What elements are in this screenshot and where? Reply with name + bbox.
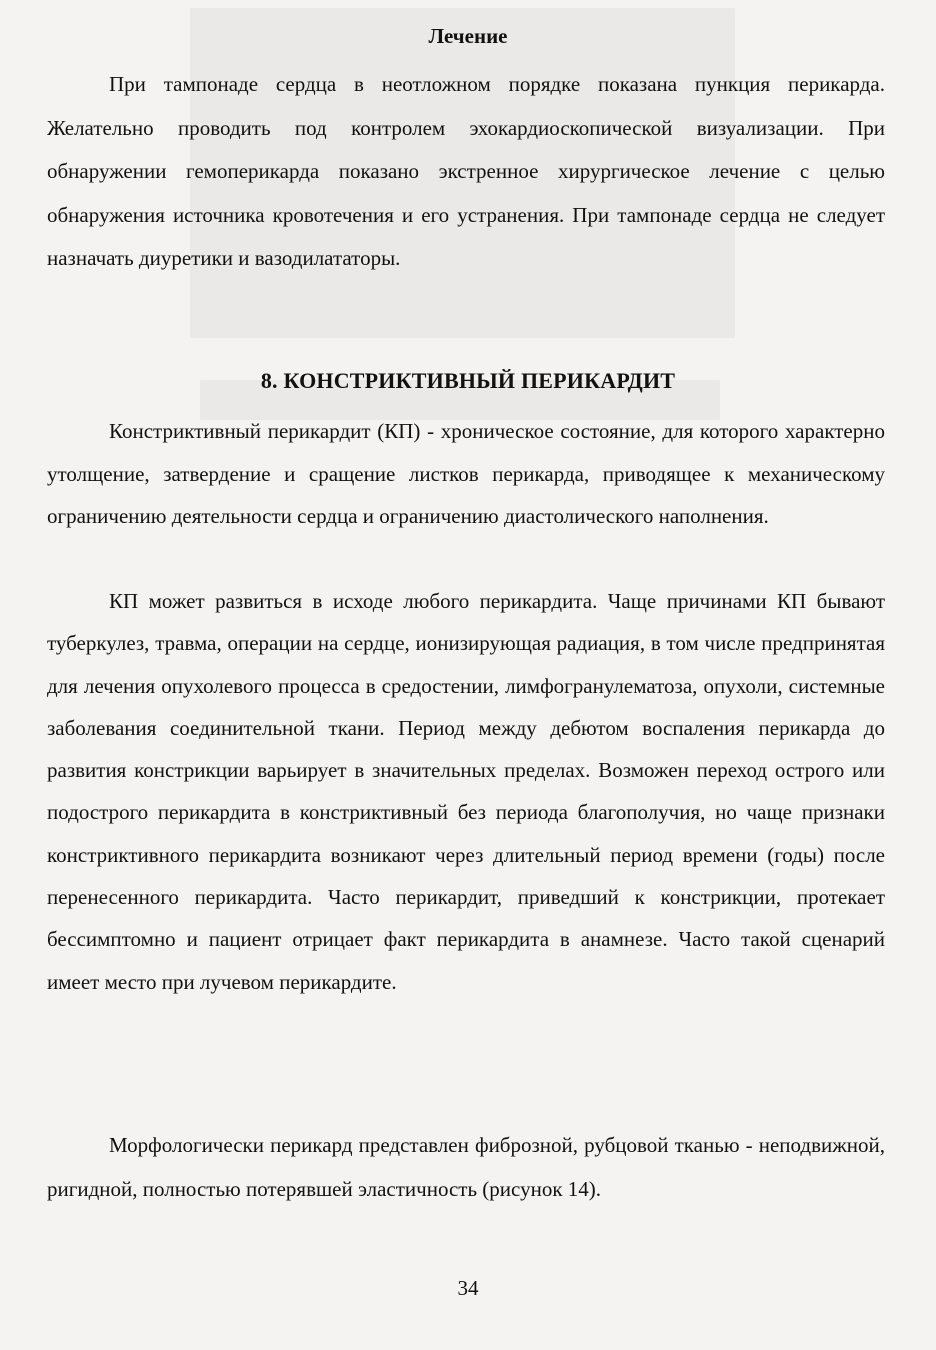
causes-paragraph: КП может развиться в исходе любого перикардита. Чаще причинами КП бывают туберкулез, травма, операции на сердце, ионизирующая радиация, в том числе предпринятая для лечения опухолевого процесса в средостении, лимфогранулематоза, опухоли, системные заболевания соединительной ткани. Период между дебютом воспаления перикарда до развития констрикции варьирует в значительных пределах. Возможен переход острого или подострого перикардита в констриктивный без периода благополучия, но чаще признаки констриктивного перикардита возникают через длительный период времени (годы) после перенесенного перикардита. Часто перикардит, приведший к констрикции, протекает бессимптомно и пациент отрицает факт перикардита в анамнезе. Часто такой сценарий имеет место при лучевом перикардите. <box>47 589 885 994</box>
morphology-paragraph: Морфологически перикард представлен фиброзной, рубцовой тканью - неподвижной, ригидной, полностью потерявшей эластичность (рисунок 14). <box>47 1133 885 1201</box>
treatment-paragraph: При тампонаде сердца в неотложном порядке показана пункция перикарда. Желательно проводить под контролем эхокардиоскопической визуализации. При обнаружении гемоперикарда показано экстренное хирургическое лечение с целью обнаружения источника кровотечения и его устранения. При тампонаде сердца не следует назначать диуретики и вазодилататоры. <box>47 72 885 270</box>
definition-paragraph: Констриктивный перикардит (КП) - хроническое состояние, для которого характерно утолщение, затвердение и сращение листков перикарда, приводящее к механическому ограничению деятельности сердца и ограничению диастолического наполнения. <box>47 419 885 528</box>
section-title: 8. КОНСТРИКТИВНЫЙ ПЕРИКАРДИТ <box>260 368 676 393</box>
page-number: 34 <box>457 1276 479 1300</box>
treatment-heading: Лечение <box>428 24 508 48</box>
